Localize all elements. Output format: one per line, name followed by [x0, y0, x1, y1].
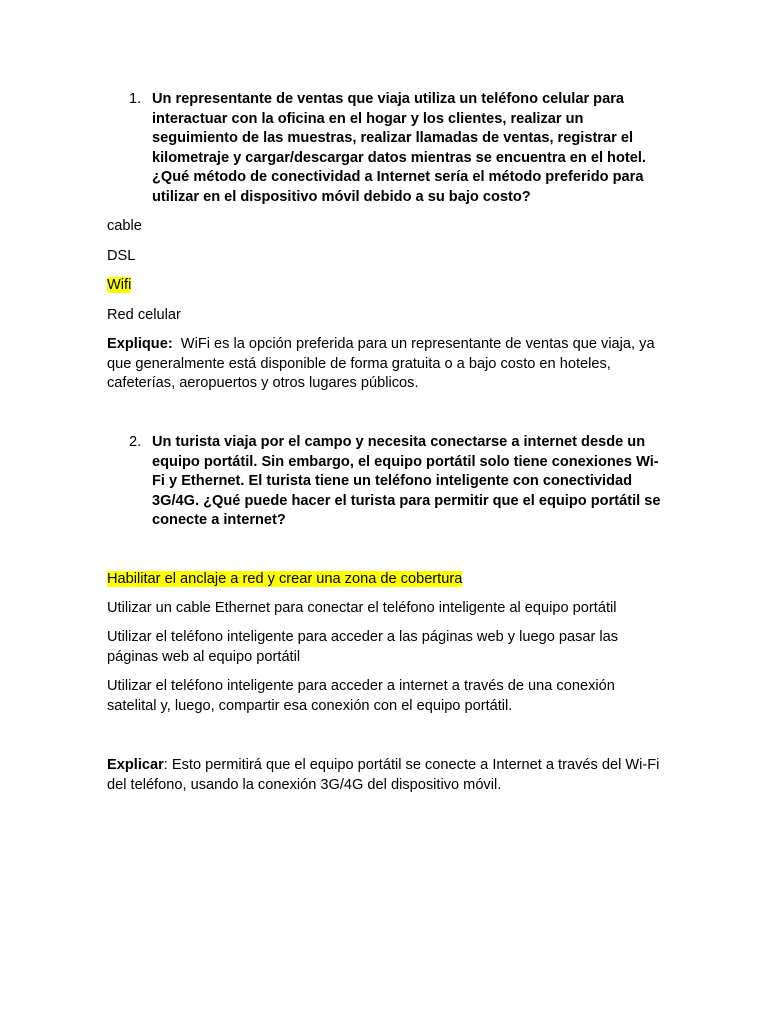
- q1-option-3-highlighted: [107, 276, 667, 296]
- q1-option-4: Red celular: [107, 307, 181, 323]
- question-1-text: Un representante de ventas que viaja utiliza un teléfono celular para interactuar con la oficina en el hogar y los clientes, realizar un seguimiento de las muestras, realizar llamadas de ventas, registrar el kilometraje y cargar/descargar datos mientras se encuentra en el hotel. ¿Qué método de conectividad a Internet sería el método preferido para utilizar en el dispositivo móvil debido a su bajo costo?: [152, 91, 646, 205]
- highlight-mark: Habilitar el anclaje a red y crear una zona de cobertura: [107, 571, 463, 587]
- highlight-mark: Wifi: [107, 277, 132, 293]
- question-1-number: 1.: [129, 91, 142, 107]
- q2-option-2: Utilizar un cable Ethernet para conectar el teléfono inteligente al equipo portátil: [107, 600, 617, 616]
- q2-explanation-label: Explicar: [107, 757, 164, 773]
- q1-option-1: cable: [107, 218, 142, 234]
- q2-option-3: Utilizar el teléfono inteligente para acceder a las páginas web y luego pasar las páginas web al equipo portátil: [107, 629, 619, 665]
- q2-option-1-highlighted: [107, 570, 667, 590]
- q2-explanation-text: : Esto permitirá que el equipo portátil se conecte a Internet a través del Wi-Fi del teléfono, usando la conexión 3G/4G del dispositivo móvil.: [107, 757, 660, 793]
- question-2-text: Un turista viaja por el campo y necesita conectarse a internet desde un equipo portátil. Sin embargo, el equipo portátil solo tiene conexiones Wi-Fi y Ethernet. El turista tiene un teléfono inteligente con conectividad 3G/4G. ¿Qué puede hacer el turista para permitir que el equipo portátil se conecte a internet?: [152, 434, 661, 528]
- q1-explanation: [107, 335, 667, 394]
- question-2-number: 2.: [129, 434, 142, 450]
- question-1: [107, 90, 667, 207]
- q1-explanation-label: Explique:: [107, 336, 173, 352]
- q2-explanation: [107, 756, 667, 795]
- question-2: [107, 433, 667, 531]
- q2-option-4: Utilizar el teléfono inteligente para acceder a internet a través de una conexión satelital y, luego, compartir esa conexión con el equipo portátil.: [107, 678, 615, 714]
- q1-explanation-text: WiFi es la opción preferida para un representante de ventas que viaja, ya que generalmente está disponible de forma gratuita o a bajo costo en hoteles, cafeterías, aeropuertos y otros lugares públicos.: [107, 336, 655, 391]
- q1-option-2: DSL: [107, 248, 136, 264]
